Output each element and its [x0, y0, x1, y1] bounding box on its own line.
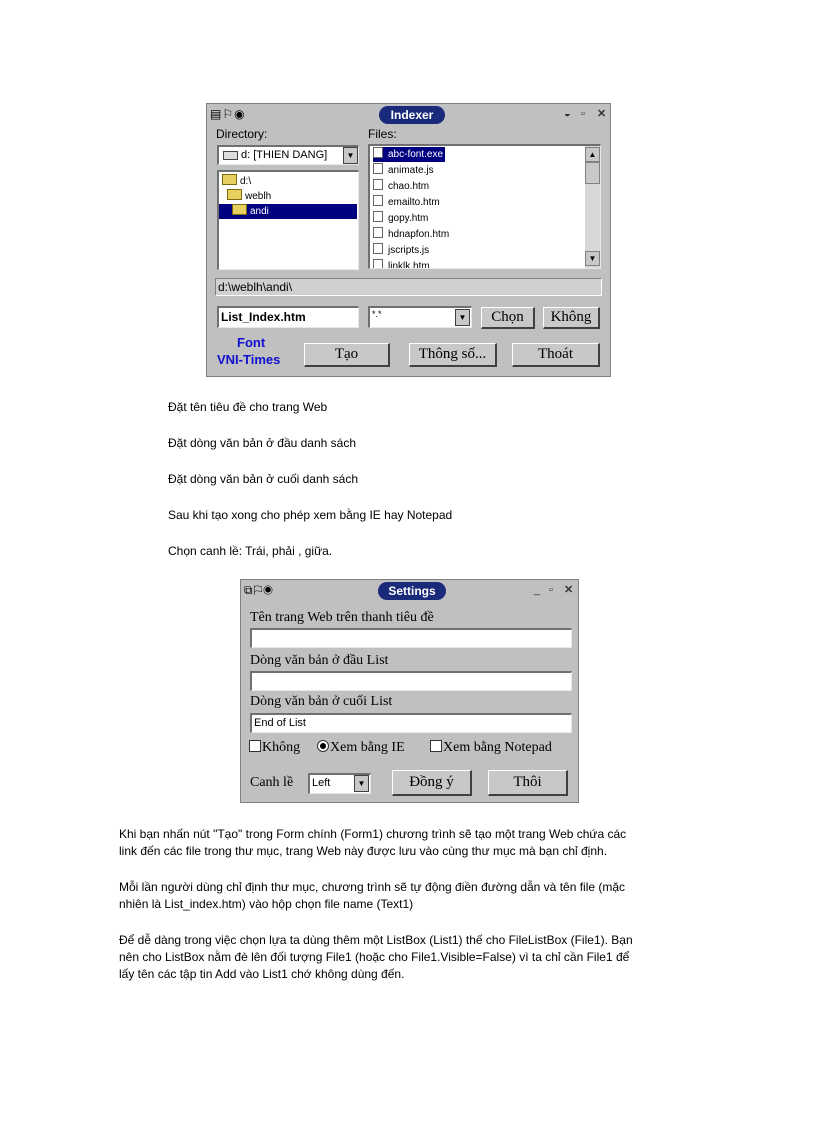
folder-open-icon [222, 174, 237, 185]
khong-button[interactable]: Không [543, 307, 600, 329]
paragraph-line: link đến các file trong thư mục, trang Web này được lưu vào cùng thư mục mà bạn chỉ định. [119, 844, 608, 858]
file-icon [373, 179, 383, 190]
paragraph-line: lấy tên các tập tin Add vào List1 chớ không dùng đến. [119, 967, 405, 981]
file-icon [373, 163, 383, 174]
drive-dropdown-icon[interactable]: ▼ [343, 147, 358, 164]
drive-value: d: [THIEN DANG] [241, 149, 328, 161]
window-menu-icon[interactable]: ▤⚐◉ [210, 107, 246, 121]
thongso-button[interactable]: Thông số... [409, 343, 497, 367]
file-icon [373, 147, 383, 158]
bullet-text: Đặt dòng văn bản ở cuối danh sách [168, 472, 359, 486]
filename-input[interactable]: List_Index.htm [217, 306, 359, 328]
indexer-window [206, 103, 611, 377]
folder-open-icon [227, 189, 242, 200]
checkbox-icon[interactable] [430, 740, 442, 752]
tree-item-weblh[interactable]: weblh [227, 189, 271, 204]
page-title-input[interactable] [250, 628, 572, 648]
option-khong[interactable]: Không [249, 740, 300, 756]
checkbox-icon[interactable] [249, 740, 261, 752]
file-item[interactable]: linklk.htm [373, 259, 430, 269]
dongy-button[interactable]: Đồng ý [392, 770, 472, 796]
scroll-down-icon[interactable]: ▼ [585, 251, 600, 266]
file-item[interactable]: hdnapfon.htm [373, 227, 449, 242]
file-item[interactable]: emailto.htm [373, 195, 440, 210]
drive-select[interactable] [217, 145, 359, 165]
close-icon[interactable]: ✕ [564, 584, 574, 596]
file-item[interactable]: chao.htm [373, 179, 429, 194]
bullet-text: Đặt dòng văn bản ở đầu danh sách [168, 436, 357, 450]
files-label: Files: [368, 127, 397, 141]
pattern-select[interactable]: *.* ▼ [368, 306, 472, 328]
settings-titlebar [241, 580, 578, 602]
indexer-titlebar [207, 104, 610, 126]
maximize-icon[interactable]: ▫ [581, 108, 585, 120]
file-list[interactable] [368, 144, 601, 269]
settings-title: Settings [378, 582, 446, 600]
bullet-text: Sau khi tạo xong cho phép xem bằng IE hay Notepad [168, 508, 453, 522]
file-item[interactable]: jscripts.js [373, 243, 429, 258]
paragraph-line: Khi bạn nhấn nút "Tạo" trong Form chính (Form1) chương trình sẽ tạo một trang Web chứa các [119, 827, 627, 841]
footer-text-input[interactable]: End of List [250, 713, 572, 733]
canhle-dropdown-icon[interactable]: ▼ [354, 775, 369, 792]
header-text-input[interactable] [250, 671, 572, 691]
settings-window [240, 579, 579, 803]
canhle-label: Canh lề [250, 775, 294, 790]
file-item[interactable]: gopy.htm [373, 211, 428, 226]
paragraph-line: Mỗi lần người dùng chỉ định thư mục, chương trình sẽ tự động điền đường dẫn và tên file (mặc [119, 880, 626, 894]
radio-selected-icon[interactable] [317, 740, 329, 752]
tree-item-root[interactable]: d:\ [222, 174, 251, 189]
bullet-text: Chọn canh lề: Trái, phải , giữa. [168, 544, 333, 558]
scroll-up-icon[interactable]: ▲ [585, 147, 600, 162]
minimize-icon[interactable]: ◒ [564, 108, 571, 120]
footer-text-label: Dòng văn bản ở cuối List [250, 694, 393, 709]
option-xem-notepad[interactable]: Xem bằng Notepad [430, 740, 552, 756]
tree-item-andi[interactable]: andi [219, 204, 357, 219]
directory-list[interactable] [217, 170, 359, 270]
indexer-title: Indexer [379, 106, 445, 124]
scroll-thumb[interactable] [585, 162, 600, 184]
canhle-select[interactable]: Left ▼ [308, 773, 371, 794]
paragraph-line: nhiên là List_index.htm) vào hộp chọn file name (Text1) [119, 897, 414, 911]
file-icon [373, 211, 383, 222]
thoi-button[interactable]: Thôi [488, 770, 568, 796]
page-title-label: Tên trang Web trên thanh tiêu đề [250, 610, 434, 625]
drive-icon [223, 151, 238, 160]
file-icon [373, 243, 383, 254]
paragraph-line: nên cho ListBox nằm đè lên đối tượng File1 (hoặc cho File1.Visible=False) vì ta chỉ cần File1 để [119, 950, 630, 964]
paragraph-line: Để dễ dàng trong việc chọn lựa ta dùng thêm một ListBox (List1) thế cho FileListBox (File1). Bạn [119, 933, 633, 947]
file-icon [373, 227, 383, 238]
header-text-label: Dòng văn bản ở đầu List [250, 653, 389, 668]
close-icon[interactable]: ✕ [597, 108, 607, 120]
file-icon [373, 259, 383, 269]
file-item[interactable]: animate.js [373, 163, 434, 178]
folder-open-icon [232, 204, 247, 215]
path-display: d:\weblh\andi\ [215, 278, 602, 296]
option-xem-ie[interactable]: Xem bằng IE [317, 740, 405, 756]
font-label: Font [237, 335, 266, 350]
minimize-icon[interactable]: _ [534, 584, 541, 596]
maximize-icon[interactable]: ▫ [549, 584, 553, 596]
file-item[interactable]: abc-font.exe [373, 147, 445, 162]
file-list-scrollbar[interactable] [585, 146, 600, 268]
tao-button[interactable]: Tạo [304, 343, 390, 367]
window-menu-icon[interactable]: ⧉⚐◉ [244, 583, 274, 597]
chon-button[interactable]: Chọn [481, 307, 535, 329]
pattern-dropdown-icon[interactable]: ▼ [455, 309, 470, 326]
thoat-button[interactable]: Thoát [512, 343, 600, 367]
bullet-text: Đặt tên tiêu đề cho trang Web [168, 400, 328, 414]
font-name-label: VNI-Times [217, 352, 281, 367]
file-icon [373, 195, 383, 206]
directory-label: Directory: [216, 127, 268, 141]
